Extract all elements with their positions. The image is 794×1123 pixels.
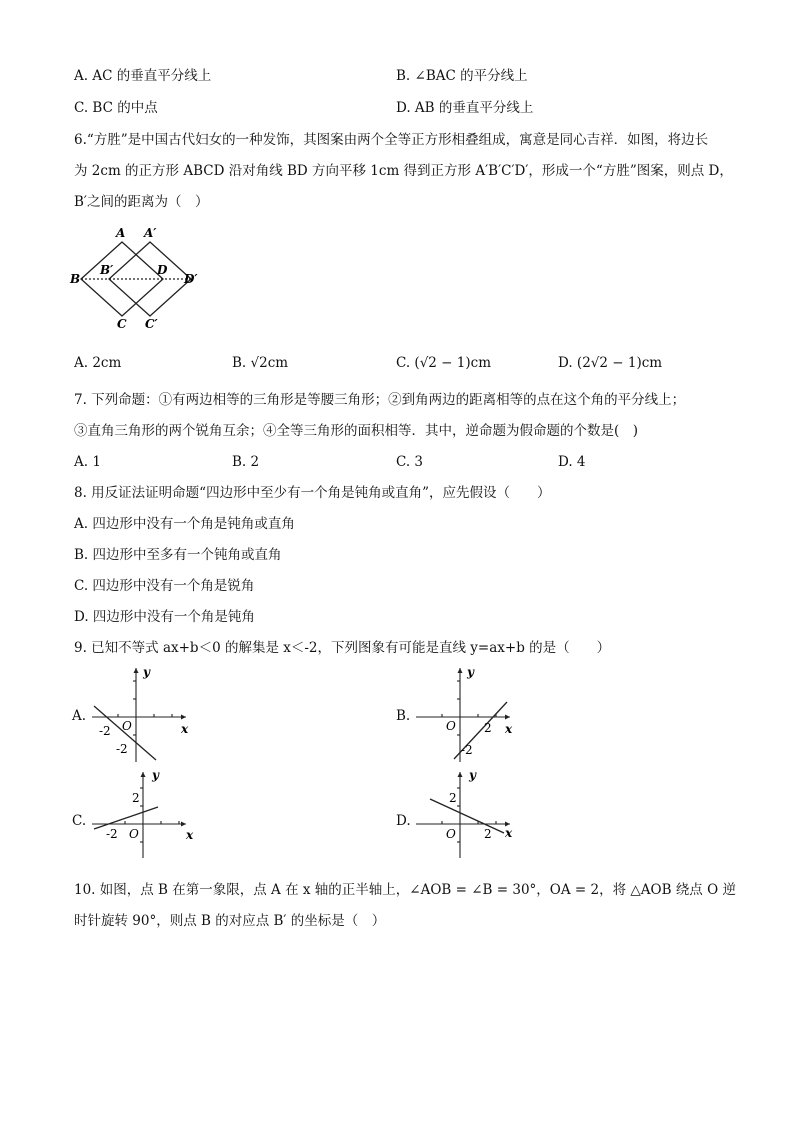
q6-stem-line1: 6.“方胜”是中国古代妇女的一种发饰，其图案由两个全等正方形相叠组成，寓意是同心吉祥．如图，将边长: [74, 132, 709, 148]
q8-option-b: B. 四边形中至多有一个钝角或直角: [74, 547, 282, 563]
label-C: C: [117, 317, 127, 331]
q9-stem: 9. 已知不等式 ax+b＜0 的解集是 x＜-2，下列图象有可能是直线 y=ax+b 的是（ ）: [74, 640, 611, 656]
label-D: D: [157, 263, 168, 277]
q6-option-c: C. (√2 − 1)cm: [396, 355, 492, 371]
q9-graph-c: [88, 766, 198, 864]
graph-c-x-label: x: [186, 828, 194, 842]
label-B-prime: B′: [100, 263, 114, 277]
graph-d-line: [430, 799, 504, 833]
graph-d-y-label: y: [469, 768, 476, 782]
graph-a-origin: O: [122, 719, 132, 733]
q9-option-b-label: B.: [396, 708, 411, 724]
q5-option-c: C. BC 的中点: [74, 100, 158, 116]
q6-option-a: A. 2cm: [74, 355, 122, 371]
q6-stem-line2: 为 2cm 的正方形 ABCD 沿对角线 BD 方向平移 1cm 得到正方形 A′B′C′D′，形成一个“方胜”图案，则点 D，: [74, 163, 733, 179]
graph-c-line: [94, 807, 158, 829]
q9-graph-b: [412, 662, 522, 770]
graph-a-tick-x: -2: [99, 724, 111, 738]
q8-option-d: D. 四边形中没有一个角是钝角: [74, 609, 255, 625]
q8-stem: 8. 用反证法证明命题“四边形中至少有一个角是钝角或直角”，应先假设（ ）: [74, 485, 551, 501]
graph-b-origin: O: [446, 719, 456, 733]
label-A-prime: A′: [144, 226, 157, 240]
q7-stem-line2: ③直角三角形的两个锐角互余；④全等三角形的面积相等．其中，逆命题为假命题的个数是( ): [74, 423, 639, 439]
q6-option-b: B. √2cm: [232, 355, 289, 371]
graph-d-x-label: x: [505, 826, 513, 840]
graph-b-x-label: x: [505, 722, 513, 736]
q7-option-a: A. 1: [74, 454, 101, 470]
q5-option-d: D. AB 的垂直平分线上: [396, 100, 534, 116]
q9-option-d-label: D.: [396, 813, 411, 829]
graph-c-y-label: y: [152, 768, 159, 782]
q9-option-c-label: C.: [72, 813, 87, 829]
q10-stem-line2: 时针旋转 90°，则点 B 的对应点 B′ 的坐标是（ ）: [74, 913, 386, 929]
graph-d-origin: O: [446, 827, 456, 841]
graph-b-tick-y: -2: [461, 743, 473, 757]
q9-graph-d: [412, 766, 522, 864]
q7-option-d: D. 4: [558, 454, 586, 470]
q5-option-a: A. AC 的垂直平分线上: [74, 68, 212, 84]
label-A: A: [116, 226, 126, 240]
graph-c-origin: O: [129, 827, 139, 841]
q5-option-b: B. ∠BAC 的平分线上: [396, 68, 528, 84]
q10-stem-line1: 10. 如图，点 B 在第一象限，点 A 在 x 轴的正半轴上，∠AOB = ∠B = 30°，OA = 2，将 △AOB 绕点 O 逆: [74, 882, 736, 898]
graph-c-tick-y: 2: [132, 791, 140, 805]
q9-graph-a: [88, 662, 198, 770]
graph-d-tick-y: 2: [449, 791, 457, 805]
q6-option-d: D. (2√2 − 1)cm: [558, 355, 663, 371]
q7-option-b: B. 2: [232, 454, 260, 470]
graph-d-tick-x: 2: [484, 827, 492, 841]
label-B: B: [70, 272, 81, 286]
label-C-prime: C′: [145, 317, 158, 331]
q8-option-c: C. 四边形中没有一个角是锐角: [74, 578, 255, 594]
q7-option-c: C. 3: [396, 454, 424, 470]
label-D-prime: D′: [184, 272, 198, 286]
graph-a-y-label: y: [143, 665, 150, 679]
q9-option-a-label: A.: [72, 708, 87, 724]
q6-stem-line3: B′之间的距离为（ ）: [74, 194, 209, 210]
q8-option-a: A. 四边形中没有一个角是钝角或直角: [74, 516, 295, 532]
q6-figure: [68, 222, 218, 334]
graph-b-y-label: y: [467, 665, 474, 679]
q7-stem-line1: 7. 下列命题：①有两边相等的三角形是等腰三角形；②到角两边的距离相等的点在这个角的平分线上；: [74, 392, 686, 408]
graph-a-x-label: x: [181, 722, 189, 736]
graph-a-tick-y: -2: [116, 742, 128, 756]
graph-b-tick-x: 2: [484, 721, 492, 735]
graph-c-tick-x: -2: [106, 827, 118, 841]
